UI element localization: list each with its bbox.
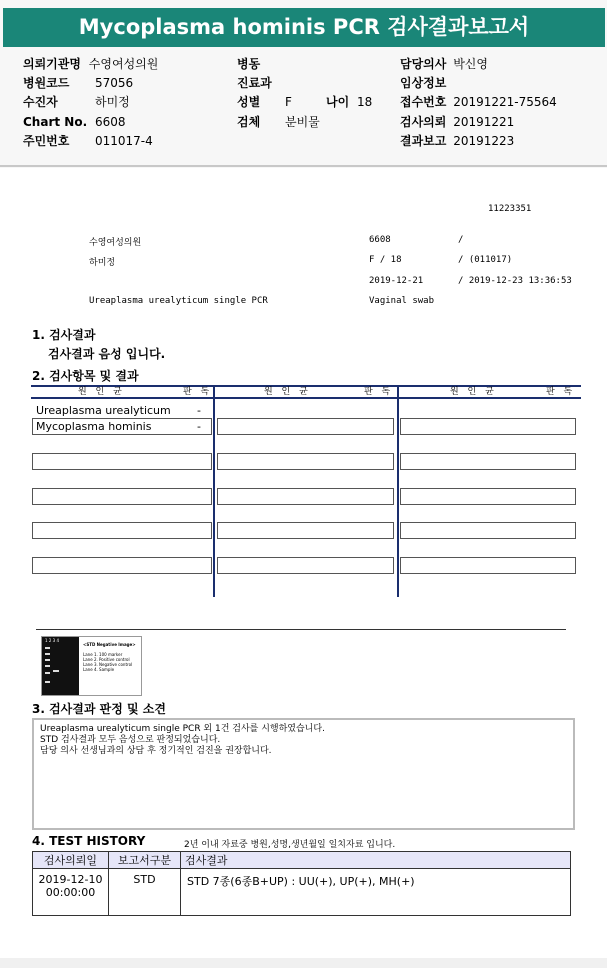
sex-label: 성별 (237, 95, 261, 109)
hospital-code-value: 57056 (95, 76, 134, 90)
result-cell-empty (32, 453, 212, 470)
section4-title: 4. TEST HISTORY (32, 834, 146, 848)
result-cell-2 (32, 418, 212, 435)
history-date-cell (33, 869, 109, 916)
report-title: Mycoplasma hominis PCR 검사결과보고서 (3, 8, 605, 47)
resident-value: 011017-4 (95, 134, 153, 148)
report-sex-age: F / 18 (369, 255, 402, 265)
result-cell-empty (400, 418, 576, 435)
clinical-label: 임상정보 (400, 76, 447, 90)
clinical-row (400, 75, 446, 91)
opinion-line: 담당 의사 선생님과의 상담 후 정기적인 검진을 권장합니다. (40, 746, 272, 756)
doctor-row (400, 56, 488, 72)
gel-band (45, 681, 50, 683)
table-row (33, 869, 571, 916)
organism-result: - (197, 420, 201, 433)
age-value: 18 (357, 95, 373, 109)
result-cell-1 (32, 402, 212, 419)
section2-title: 2. 검사항목 및 결과 (32, 369, 139, 383)
history-header-row (33, 852, 571, 869)
patient-label: 수진자 (23, 95, 58, 109)
results-grid-header (31, 385, 581, 399)
history-col-date: 검사의뢰일 (33, 852, 109, 869)
gel-band (45, 672, 50, 674)
gel-band (45, 659, 50, 661)
hospital-code-row (23, 75, 134, 91)
report-date1: 2019-12-21 (369, 276, 424, 286)
report-test-name: Ureaplasma urealyticum single PCR (89, 296, 268, 306)
gel-photo (42, 637, 79, 695)
history-note: 2년 이내 자료중 병원,성명,생년월일 일치자료 입니다. (184, 840, 396, 850)
patient-row (23, 94, 130, 110)
col-organism-3: 원 인 균 (450, 387, 497, 397)
gel-title: <STD Negative Image> (83, 642, 136, 647)
history-col-result: 검사결과 (181, 852, 571, 869)
history-time: 00:00:00 (45, 886, 96, 899)
result-cell-empty (400, 488, 576, 505)
history-date: 2019-12-10 (38, 873, 103, 886)
grid-divider-1 (213, 385, 215, 597)
receipt-value: 20191221-75564 (453, 95, 557, 109)
result-cell-empty (400, 453, 576, 470)
report-number: 11223351 (488, 204, 532, 214)
result-cell-empty (217, 522, 394, 539)
opinion-line: STD 검사결과 모두 음성으로 판정되었습니다. (40, 735, 221, 745)
organism-name: Mycoplasma hominis (36, 420, 152, 433)
gel-band (45, 653, 50, 655)
result-cell-empty (32, 522, 212, 539)
opinion-line: Ureaplasma urealyticum single PCR 외 1건 검사를 시행하였습니다. (40, 724, 325, 734)
col-result-1: 판 독 (183, 387, 213, 397)
gel-lane2: Lane 2. Positive control (83, 657, 130, 662)
history-result: STD 7종(6종B+UP) : UU(+), UP(+), MH(+) (181, 869, 571, 916)
history-col-type: 보고서구분 (109, 852, 181, 869)
result-cell-empty (217, 418, 394, 435)
result-cell-empty (400, 557, 576, 574)
organism-result: - (197, 404, 201, 417)
header-divider (0, 165, 607, 167)
grid-divider-2 (397, 385, 399, 597)
ward-label: 병동 (237, 57, 261, 71)
opinion-box (32, 718, 575, 830)
ward-row (237, 56, 260, 72)
report-value: 20191223 (453, 134, 515, 148)
specimen-value: 분비물 (285, 115, 320, 129)
chart-value: 6608 (95, 115, 126, 129)
request-row (400, 114, 514, 130)
report-resident: / (011017) (458, 255, 513, 265)
sex-row (237, 94, 292, 110)
age-row (326, 94, 372, 110)
result-cell-empty (32, 488, 212, 505)
sex-value: F (285, 95, 292, 109)
specimen-row (237, 114, 320, 130)
result-cell-empty (400, 522, 576, 539)
report-specimen: Vaginal swab (369, 296, 435, 306)
receipt-row (400, 94, 557, 110)
report-row (400, 133, 514, 149)
institution-row (23, 56, 158, 72)
chart-label: Chart No. (23, 115, 88, 129)
gel-lane4: Lane 4. Sample (83, 667, 115, 672)
gel-band (45, 647, 50, 649)
col-result-3: 판 독 (546, 387, 576, 397)
section1-title: 1. 검사결과 (32, 328, 96, 342)
result-cell-empty (217, 488, 394, 505)
hospital-code-label: 병원코드 (23, 76, 70, 90)
organism-name: Ureaplasma urealyticum (36, 404, 171, 417)
report-patient: 하미정 (89, 258, 116, 268)
section3-title: 3. 검사결과 판정 및 소견 (32, 702, 166, 716)
patient-value: 하미정 (95, 95, 130, 109)
gel-lane1: Lane 1. 100 marker (83, 652, 123, 657)
gel-lane3: Lane 3. Negative control (83, 662, 133, 667)
result-cell-empty (217, 557, 394, 574)
report-slash: / (458, 235, 464, 245)
gel-image (41, 636, 142, 696)
report-label: 결과보고 (400, 134, 447, 148)
gel-band (53, 670, 59, 672)
request-label: 검사의뢰 (400, 115, 447, 129)
resident-row (23, 133, 153, 149)
request-value: 20191221 (453, 115, 515, 129)
history-table (32, 851, 571, 916)
receipt-label: 접수번호 (400, 95, 447, 109)
department-row (237, 75, 272, 91)
specimen-label: 검체 (237, 115, 261, 129)
page-footer (0, 958, 607, 968)
department-label: 진료과 (237, 76, 272, 90)
col-organism-1: 원 인 균 (78, 387, 125, 397)
resident-label: 주민번호 (23, 134, 70, 148)
report-chart: 6608 (369, 235, 391, 245)
doctor-value: 박신영 (453, 57, 488, 71)
result-cell-empty (217, 453, 394, 470)
age-label: 나이 (326, 95, 350, 109)
report-institution: 수영여성의원 (89, 238, 142, 248)
chart-row (23, 114, 126, 130)
result-cell-empty (32, 557, 212, 574)
institution-value: 수영여성의원 (88, 57, 159, 71)
col-organism-2: 원 인 균 (264, 387, 311, 397)
history-type: STD (109, 869, 181, 916)
gel-lane-numbers: 1 2 3 4 (45, 638, 59, 643)
section1-result: 검사결과 음성 입니다. (48, 347, 166, 361)
report-date2: / 2019-12-23 13:36:53 (458, 276, 572, 286)
doctor-label: 담당의사 (400, 57, 447, 71)
institution-label: 의뢰기관명 (23, 57, 81, 71)
col-result-2: 판 독 (364, 387, 394, 397)
gel-band (45, 665, 50, 667)
